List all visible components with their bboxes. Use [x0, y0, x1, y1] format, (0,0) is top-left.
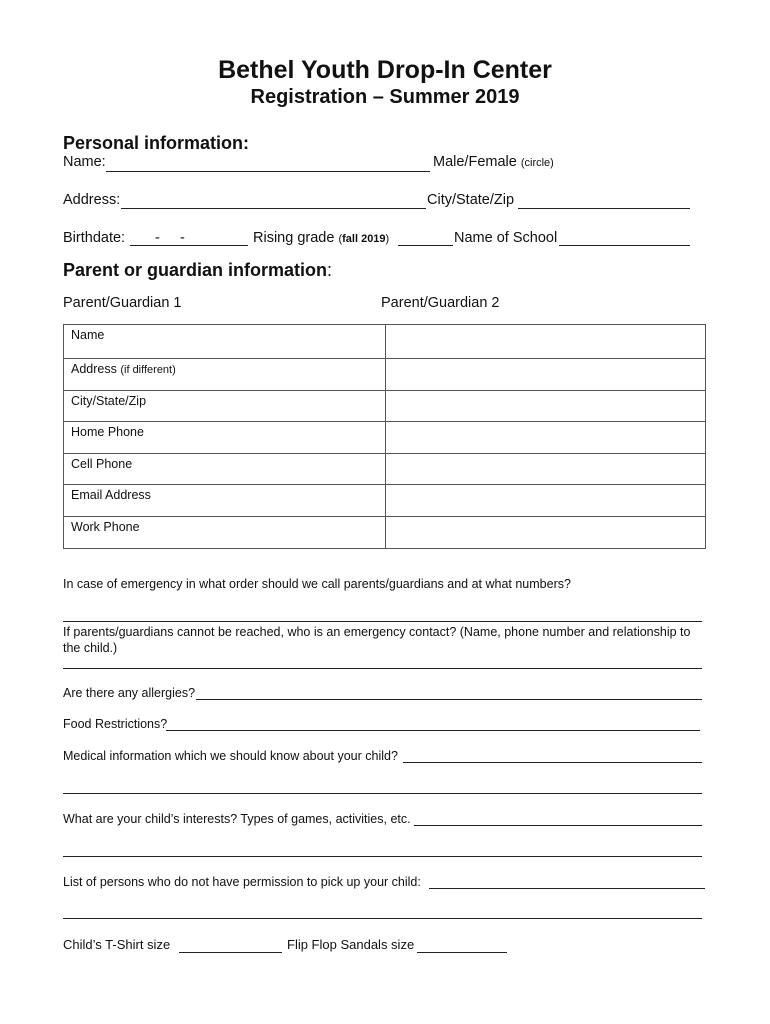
- guardian-heading-colon: :: [327, 260, 333, 280]
- no-pickup-field[interactable]: [429, 888, 705, 889]
- address-label: Address:: [63, 192, 121, 208]
- allergies-question: Are there any allergies?: [63, 686, 196, 700]
- school-field[interactable]: [559, 245, 690, 246]
- birthdate-separators: - -: [155, 230, 185, 246]
- allergies-field[interactable]: [196, 699, 702, 700]
- birthdate-field[interactable]: [130, 245, 248, 246]
- table-row: [64, 422, 706, 454]
- address-field[interactable]: [121, 208, 426, 209]
- interests-field-2[interactable]: [63, 856, 702, 857]
- rising-grade-label: [253, 230, 389, 246]
- table-row: [64, 359, 706, 391]
- grade-hint-open: (: [338, 233, 343, 245]
- rising-grade-field[interactable]: [398, 245, 453, 246]
- table-row: [64, 390, 706, 422]
- interests-field[interactable]: [414, 825, 702, 826]
- row-label: City/State/Zip: [71, 393, 147, 408]
- guardian-address-cell[interactable]: [64, 359, 386, 391]
- tshirt-field[interactable]: [179, 952, 282, 953]
- medical-field[interactable]: [403, 762, 702, 763]
- food-question: Food Restrictions?: [63, 717, 168, 731]
- emergency-contact-field[interactable]: [63, 668, 702, 669]
- table-row: [64, 516, 706, 548]
- tshirt-label: Child’s T-Shirt size: [63, 937, 171, 952]
- guardian-2-address-cell[interactable]: [386, 359, 706, 391]
- table-row: [64, 325, 706, 359]
- school-label: Name of School: [454, 230, 558, 246]
- guardian-work-phone-cell[interactable]: [64, 516, 386, 548]
- guardian-2-cell-phone-cell[interactable]: [386, 453, 706, 485]
- city-state-zip-label: City/State/Zip: [427, 192, 515, 208]
- form-title: Bethel Youth Drop-In Center: [218, 56, 552, 84]
- rising-grade-text: Rising grade: [253, 230, 335, 246]
- row-label: Address: [71, 362, 117, 376]
- emergency-order-field[interactable]: [63, 621, 702, 622]
- food-field[interactable]: [166, 730, 700, 731]
- row-label: Work Phone: [71, 519, 140, 534]
- form-subtitle: Registration – Summer 2019: [250, 86, 520, 108]
- medical-field-2[interactable]: [63, 793, 702, 794]
- gender-label: [433, 154, 554, 170]
- name-field[interactable]: [106, 171, 430, 172]
- guardian-2-work-phone-cell[interactable]: [386, 516, 706, 548]
- row-label: Cell Phone: [71, 456, 133, 471]
- guardian-cell-phone-cell[interactable]: [64, 453, 386, 485]
- guardian-email-cell[interactable]: [64, 485, 386, 517]
- medical-question: Medical information which we should know about your child?: [63, 749, 398, 763]
- row-hint: (if different): [120, 364, 176, 376]
- sandals-label: Flip Flop Sandals size: [287, 937, 415, 952]
- guardian-home-phone-cell[interactable]: [64, 422, 386, 454]
- guardian-heading-text: Parent or guardian information: [63, 260, 328, 280]
- guardian-info-heading: [63, 260, 332, 281]
- grade-hint-close: ): [385, 233, 390, 245]
- row-label: Home Phone: [71, 425, 144, 440]
- guardian-2-home-phone-cell[interactable]: [386, 422, 706, 454]
- no-pickup-field-2[interactable]: [63, 918, 702, 919]
- emergency-contact-question: If parents/guardians cannot be reached, who is an emergency contact? (Name, phone number and relationship to the child.): [63, 625, 691, 655]
- name-label: Name:: [63, 154, 106, 170]
- table-row: [64, 485, 706, 517]
- city-state-zip-field[interactable]: [518, 208, 690, 209]
- row-label: Name: [71, 328, 105, 342]
- grade-hint: fall 2019: [342, 233, 386, 245]
- guardian-1-header: Parent/Guardian 1: [63, 295, 182, 311]
- guardian-2-name-cell[interactable]: [386, 325, 706, 359]
- guardian-name-cell[interactable]: [64, 325, 386, 359]
- gender-hint: (circle): [520, 157, 554, 169]
- table-row: [64, 453, 706, 485]
- sandals-field[interactable]: [417, 952, 507, 953]
- row-label: Email Address: [71, 488, 151, 503]
- personal-info-heading: Personal information:: [63, 133, 250, 153]
- guardian-2-header: Parent/Guardian 2: [381, 295, 500, 311]
- gender-text[interactable]: Male/Female: [433, 154, 517, 170]
- guardian-table: [63, 324, 706, 549]
- emergency-order-question: In case of emergency in what order should we call parents/guardians and at what numbers?: [63, 577, 571, 591]
- guardian-2-csz-cell[interactable]: [386, 390, 706, 422]
- no-pickup-question: List of persons who do not have permission to pick up your child:: [63, 875, 421, 889]
- guardian-csz-cell[interactable]: [64, 390, 386, 422]
- guardian-2-email-cell[interactable]: [386, 485, 706, 517]
- interests-question: What are your child’s interests? Types of games, activities, etc.: [63, 812, 411, 826]
- birthdate-label: Birthdate:: [63, 230, 126, 246]
